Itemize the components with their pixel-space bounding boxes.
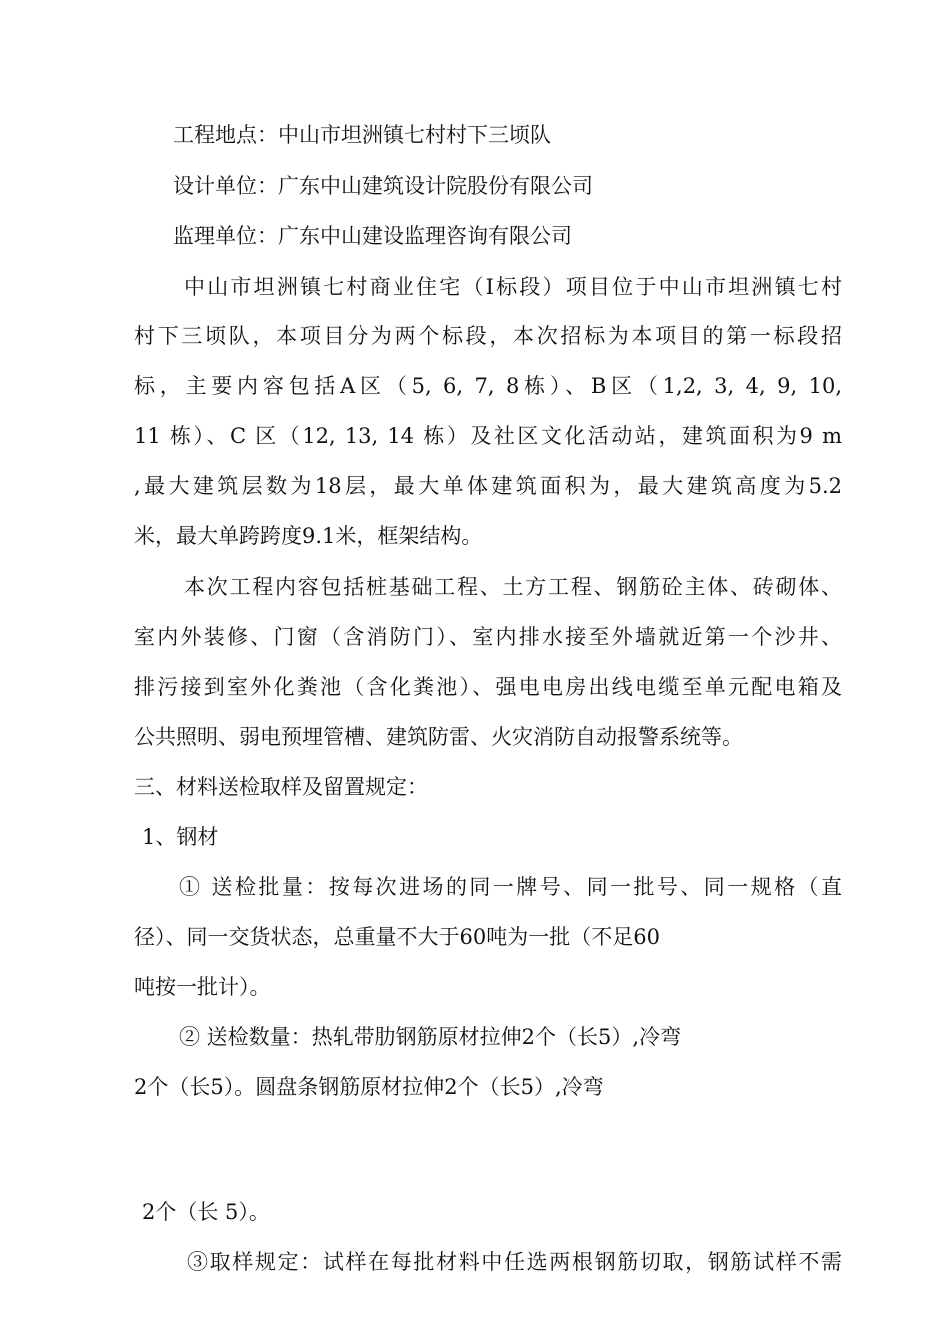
overview-line: ,最大建筑层数为18层，最大单体建筑面积为，最大建筑高度为5.2	[134, 474, 842, 498]
overview-line: 标，主要内容包括A区（5, 6, 7, 8栋）、B区（1,2, 3, 4, 9, 10,	[134, 374, 842, 398]
project-location: 工程地点：中山市坦洲镇七村村下三顷队	[173, 123, 551, 147]
quantity-line: ② 送检数量：热轧带肋钢筋原材拉伸2个（长5）,冷弯	[179, 1025, 682, 1049]
batch-line: ① 送检批量：按每次进场的同一牌号、同一批号、同一规格（直	[179, 875, 842, 899]
overview-line: 中山市坦洲镇七村商业住宅（I标段）项目位于中山市坦洲镇七村	[184, 275, 842, 299]
subsection-heading: 1、钢材	[142, 825, 219, 849]
overview-line: 11 栋）、C 区（12, 13, 14 栋）及社区文化活动站，建筑面积为9 m	[134, 424, 842, 448]
scope-line: 公共照明、弱电预埋管槽、建筑防雷、火灾消防自动报警系统等。	[134, 725, 743, 749]
scope-line: 室内外装修、门窗（含消防门）、室内排水接至外墙就近第一个沙井、	[134, 625, 842, 649]
batch-line: 径）、同一交货状态，总重量不大于60吨为一批（不足60	[134, 925, 660, 949]
overview-line: 村下三顷队，本项目分为两个标段，本次招标为本项目的第一标段招	[134, 324, 842, 348]
project-supervisor: 监理单位：广东中山建设监理咨询有限公司	[173, 224, 572, 248]
project-designer: 设计单位：广东中山建筑设计院股份有限公司	[173, 174, 593, 198]
quantity-line: 2个（长 5）。	[142, 1200, 270, 1224]
overview-line: 米，最大单跨跨度9.1米，框架结构。	[134, 524, 483, 548]
section-heading: 三、材料送检取样及留置规定：	[134, 775, 428, 799]
scope-line: 本次工程内容包括桩基础工程、土方工程、钢筋砼主体、砖砌体、	[184, 575, 842, 599]
sampling-line: ③取样规定：试样在每批材料中任选两根钢筋切取，钢筋试样不需	[187, 1250, 842, 1274]
quantity-line: 2个（长5）。圆盘条钢筋原材拉伸2个（长5）,冷弯	[134, 1075, 604, 1099]
batch-line: 吨按一批计）。	[134, 975, 271, 999]
scope-line: 排污接到室外化粪池（含化粪池）、强电电房出线电缆至单元配电箱及	[134, 675, 842, 699]
